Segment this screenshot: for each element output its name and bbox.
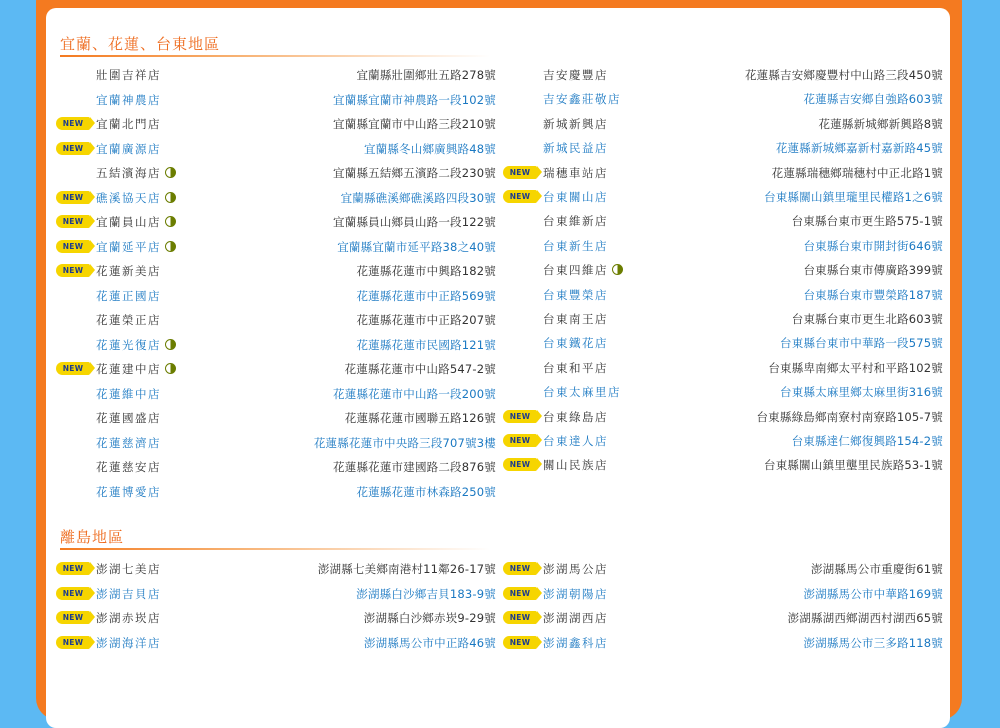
- store-address[interactable]: 宜蘭縣礁溪鄉礁溪路四段30號: [340, 190, 496, 205]
- store-address: 台東縣台東市傳廣路399號: [803, 263, 943, 278]
- store-address: 花蓮縣花蓮市中正路207號: [356, 313, 496, 327]
- new-badge: NEW: [56, 636, 90, 649]
- store-address[interactable]: 台東縣台東市中華路一段575號: [780, 336, 943, 351]
- store-name-text: 花蓮榮正店: [96, 313, 161, 327]
- store-name-text: 台東綠島店: [543, 409, 608, 424]
- store-name-text[interactable]: 花蓮正國店: [96, 288, 161, 303]
- store-row[interactable]: [503, 285, 943, 305]
- store-name[interactable]: [96, 139, 161, 159]
- store-row[interactable]: [56, 90, 496, 110]
- store-address: 花蓮縣吉安鄉慶豐村中山路三段450號: [744, 68, 943, 82]
- store-row[interactable]: [503, 187, 943, 207]
- store-name[interactable]: [96, 286, 161, 306]
- store-row[interactable]: [503, 584, 943, 604]
- new-badge: NEW: [503, 458, 537, 471]
- store-row: [503, 163, 943, 183]
- store-row: [503, 608, 943, 628]
- new-badge: NEW: [503, 190, 537, 203]
- store-row[interactable]: [56, 482, 496, 502]
- store-row: [503, 114, 943, 134]
- store-name-text: 花蓮國盛店: [96, 411, 161, 425]
- store-address: 宜蘭縣壯圍鄉壯五路278號: [356, 68, 496, 82]
- store-row: [503, 260, 943, 280]
- store-row[interactable]: [56, 384, 496, 404]
- store-name: [543, 163, 608, 183]
- store-name: [543, 65, 608, 85]
- store-address[interactable]: 台東縣台東市豐榮路187號: [803, 287, 943, 302]
- store-name-text: 新城新興店: [543, 116, 608, 131]
- store-address[interactable]: 花蓮縣花蓮市中正路569號: [356, 288, 496, 303]
- section-divider: [60, 55, 490, 57]
- store-name[interactable]: [543, 138, 608, 158]
- store-name: [543, 608, 608, 628]
- store-name-text: 澎湖赤崁店: [96, 611, 161, 625]
- store-name: [543, 559, 608, 579]
- store-row: [503, 309, 943, 329]
- store-row[interactable]: [56, 433, 496, 453]
- store-row[interactable]: [503, 89, 943, 109]
- store-name: [96, 559, 161, 579]
- store-name[interactable]: [543, 236, 608, 256]
- store-address: 台東縣關山鎮里壟里民族路53-1號: [764, 458, 943, 473]
- store-name-text[interactable]: 澎湖海洋店: [96, 635, 161, 650]
- store-address: 台東縣台東市更生路575-1號: [791, 214, 943, 229]
- store-row: [56, 65, 496, 85]
- store-row[interactable]: [503, 382, 943, 402]
- store-name: [96, 65, 161, 85]
- store-address[interactable]: 花蓮縣吉安鄉自強路603號: [803, 92, 943, 107]
- store-name[interactable]: [543, 333, 608, 353]
- store-name-text: 台東四維店: [543, 263, 608, 278]
- store-row[interactable]: [503, 333, 943, 353]
- store-name-text: 五結濱海店: [96, 166, 161, 180]
- store-name: [543, 114, 608, 134]
- store-name[interactable]: [543, 431, 608, 451]
- store-name-text: 花蓮慈安店: [96, 460, 161, 474]
- store-name: [543, 260, 623, 280]
- store-address: 花蓮縣瑞穗鄉瑞穗村中正北路1號: [771, 165, 943, 180]
- new-badge: NEW: [56, 142, 90, 155]
- store-name-text: 壯圍吉祥店: [96, 68, 161, 82]
- store-name[interactable]: [96, 433, 161, 453]
- store-name: [543, 358, 608, 378]
- store-name-text[interactable]: 宜蘭延平店: [96, 239, 161, 254]
- half-circle-icon: [165, 339, 176, 350]
- store-name[interactable]: [543, 285, 608, 305]
- store-name-text: 澎湖馬公店: [543, 562, 608, 576]
- store-name-text: 花蓮新美店: [96, 264, 161, 278]
- store-name-text: 台東維新店: [543, 214, 608, 229]
- store-name[interactable]: [543, 382, 621, 402]
- store-name-text[interactable]: 宜蘭廣源店: [96, 141, 161, 156]
- store-address[interactable]: 花蓮縣新城鄉嘉新村嘉新路45號: [775, 141, 943, 156]
- new-badge: NEW: [56, 362, 90, 375]
- store-name-text: 澎湖湖西店: [543, 611, 608, 625]
- store-name[interactable]: [96, 584, 161, 604]
- store-address: 宜蘭縣員山鄉員山路一段122號: [333, 215, 496, 229]
- store-row: [56, 408, 496, 428]
- new-badge: NEW: [56, 191, 90, 204]
- store-name-text[interactable]: 澎湖吉貝店: [96, 586, 161, 601]
- store-name: [96, 163, 176, 183]
- new-badge: NEW: [56, 117, 90, 130]
- store-name-text: 吉安慶豐店: [543, 68, 608, 82]
- store-name-text[interactable]: 台東太麻里店: [543, 385, 621, 400]
- store-address[interactable]: 台東縣關山鎮里瓏里民權路1之6號: [764, 190, 943, 204]
- new-badge: NEW: [503, 611, 537, 624]
- store-name: [96, 608, 161, 628]
- store-address: 澎湖縣馬公市重慶街61號: [810, 562, 943, 576]
- store-row[interactable]: [56, 335, 496, 355]
- store-name[interactable]: [96, 482, 161, 502]
- store-address: 花蓮縣花蓮市中山路547-2號: [344, 362, 496, 376]
- store-name-text[interactable]: 新城民益店: [543, 141, 608, 156]
- new-badge: NEW: [56, 264, 90, 277]
- store-address: 宜蘭縣宜蘭市中山路三段210號: [333, 117, 496, 131]
- store-row[interactable]: [56, 584, 496, 604]
- store-name: [543, 407, 608, 427]
- store-name: [543, 455, 608, 475]
- store-row[interactable]: [503, 236, 943, 256]
- store-address[interactable]: 澎湖縣馬公市中華路169號: [803, 586, 943, 601]
- store-name[interactable]: [543, 89, 621, 109]
- store-address[interactable]: 花蓮縣花蓮市中央路三段707號3樓: [313, 435, 496, 450]
- store-address: 台東縣台東市更生北路603號: [791, 312, 943, 326]
- half-circle-icon: [165, 363, 176, 374]
- store-row: [56, 359, 496, 379]
- new-badge: NEW: [503, 434, 537, 447]
- section-title-islands: 離島地區: [60, 528, 125, 546]
- store-address[interactable]: 宜蘭縣冬山鄉廣興路48號: [363, 141, 496, 156]
- store-name-text[interactable]: 花蓮博愛店: [96, 484, 161, 499]
- store-row[interactable]: [503, 431, 943, 451]
- store-name: [96, 212, 176, 232]
- store-address: 花蓮縣花蓮市中興路182號: [356, 264, 496, 278]
- store-row[interactable]: [56, 237, 496, 257]
- store-name[interactable]: [96, 188, 176, 208]
- store-address: 台東縣卑南鄉太平村和平路102號: [768, 360, 943, 375]
- store-name-text: 瑞穗車站店: [543, 165, 608, 180]
- store-name: [96, 114, 161, 134]
- store-address: 花蓮縣花蓮市國聯五路126號: [344, 411, 496, 425]
- store-address[interactable]: 花蓮縣花蓮市中山路一段200號: [333, 386, 496, 401]
- store-name-text[interactable]: 台東鐵花店: [543, 336, 608, 351]
- store-row: [56, 457, 496, 477]
- store-name-text[interactable]: 宜蘭神農店: [96, 92, 161, 107]
- new-badge: NEW: [56, 562, 90, 575]
- store-name[interactable]: [96, 633, 161, 653]
- store-name: [96, 457, 161, 477]
- store-name: [96, 310, 161, 330]
- store-name-text: 台東和平店: [543, 360, 608, 375]
- store-name-text[interactable]: 台東新生店: [543, 238, 608, 253]
- store-name-text[interactable]: 台東達人店: [543, 434, 608, 448]
- store-name: [96, 261, 161, 281]
- store-name: [96, 408, 161, 428]
- store-name-text: 台東南王店: [543, 312, 608, 326]
- new-badge: NEW: [56, 611, 90, 624]
- store-name[interactable]: [543, 187, 608, 207]
- store-name[interactable]: [96, 90, 161, 110]
- store-row: [56, 212, 496, 232]
- store-address[interactable]: 台東縣太麻里鄉太麻里街316號: [780, 385, 943, 400]
- store-address: 花蓮縣花蓮市建國路二段876號: [333, 460, 496, 474]
- store-row: [503, 407, 943, 427]
- store-name-text: 花蓮建中店: [96, 362, 161, 376]
- store-name[interactable]: [96, 335, 176, 355]
- store-name-text[interactable]: 台東關山店: [543, 190, 608, 204]
- store-row: [503, 559, 943, 579]
- new-badge: NEW: [56, 215, 90, 228]
- new-badge: NEW: [503, 587, 537, 600]
- store-name-text: 宜蘭北門店: [96, 117, 161, 131]
- half-circle-icon: [165, 216, 176, 227]
- store-row[interactable]: [56, 139, 496, 159]
- store-row: [56, 261, 496, 281]
- half-circle-icon: [165, 167, 176, 178]
- store-name-text[interactable]: 礁溪協天店: [96, 190, 161, 205]
- store-name-text[interactable]: 澎湖朝陽店: [543, 586, 608, 601]
- store-address: 台東縣綠島鄉南寮村南寮路105-7號: [756, 409, 943, 424]
- store-row: [503, 65, 943, 85]
- store-row: [56, 310, 496, 330]
- new-badge: NEW: [56, 240, 90, 253]
- section-title-yilan-hualien-taitung: 宜蘭、花蓮、台東地區: [60, 35, 221, 53]
- new-badge: NEW: [503, 410, 537, 423]
- store-address[interactable]: 花蓮縣花蓮市民國路121號: [356, 337, 496, 352]
- store-name-text: 關山民族店: [543, 458, 608, 473]
- new-badge: NEW: [503, 166, 537, 179]
- store-address: 澎湖縣七美鄉南港村11鄰26-17號: [317, 562, 496, 576]
- new-badge: NEW: [503, 562, 537, 575]
- store-address[interactable]: 宜蘭縣宜蘭市神農路一段102號: [333, 92, 496, 107]
- store-row: [56, 114, 496, 134]
- store-name-text[interactable]: 台東豐榮店: [543, 287, 608, 302]
- store-row: [56, 163, 496, 183]
- store-name[interactable]: [96, 237, 176, 257]
- store-address: 澎湖縣湖西鄉湖西村湖西65號: [787, 611, 943, 625]
- store-row[interactable]: [503, 138, 943, 158]
- store-name-text[interactable]: 花蓮慈濟店: [96, 435, 161, 450]
- store-name[interactable]: [543, 633, 608, 653]
- store-name-text[interactable]: 吉安鑫莊敬店: [543, 92, 621, 107]
- store-row[interactable]: [56, 188, 496, 208]
- store-name-text[interactable]: 花蓮維中店: [96, 386, 161, 401]
- store-address[interactable]: 澎湖縣馬公市中正路46號: [363, 635, 496, 650]
- store-address[interactable]: 台東縣台東市開封街646號: [803, 238, 943, 253]
- half-circle-icon: [612, 264, 623, 275]
- store-row: [503, 455, 943, 475]
- store-address[interactable]: 台東縣達仁鄉復興路154-2號: [791, 434, 943, 448]
- store-row: [56, 608, 496, 628]
- store-row: [503, 211, 943, 231]
- store-address: 宜蘭縣五結鄉五濱路二段230號: [333, 166, 496, 180]
- store-row: [56, 559, 496, 579]
- half-circle-icon: [165, 241, 176, 252]
- store-row[interactable]: [56, 286, 496, 306]
- store-address[interactable]: 澎湖縣白沙鄉吉貝183-9號: [356, 586, 496, 601]
- store-address: 花蓮縣新城鄉新興路8號: [818, 116, 943, 131]
- store-name: [543, 211, 608, 231]
- store-row: [503, 358, 943, 378]
- store-address[interactable]: 宜蘭縣宜蘭市延平路38之40號: [337, 239, 496, 254]
- store-name[interactable]: [96, 384, 161, 404]
- new-badge: NEW: [56, 587, 90, 600]
- store-name: [543, 309, 608, 329]
- store-name-text[interactable]: 花蓮光復店: [96, 337, 161, 352]
- store-name-text: 澎湖七美店: [96, 562, 161, 576]
- half-circle-icon: [165, 192, 176, 203]
- store-address[interactable]: 花蓮縣花蓮市林森路250號: [356, 484, 496, 499]
- store-name-text[interactable]: 澎湖鑫科店: [543, 635, 608, 650]
- section-divider: [60, 548, 490, 550]
- store-name: [96, 359, 176, 379]
- store-row[interactable]: [503, 633, 943, 653]
- new-badge: NEW: [503, 636, 537, 649]
- store-address: 澎湖縣白沙鄉赤崁9-29號: [363, 611, 496, 625]
- store-address[interactable]: 澎湖縣馬公市三多路118號: [803, 635, 943, 650]
- store-name-text: 宜蘭員山店: [96, 215, 161, 229]
- store-row[interactable]: [56, 633, 496, 653]
- store-name[interactable]: [543, 584, 608, 604]
